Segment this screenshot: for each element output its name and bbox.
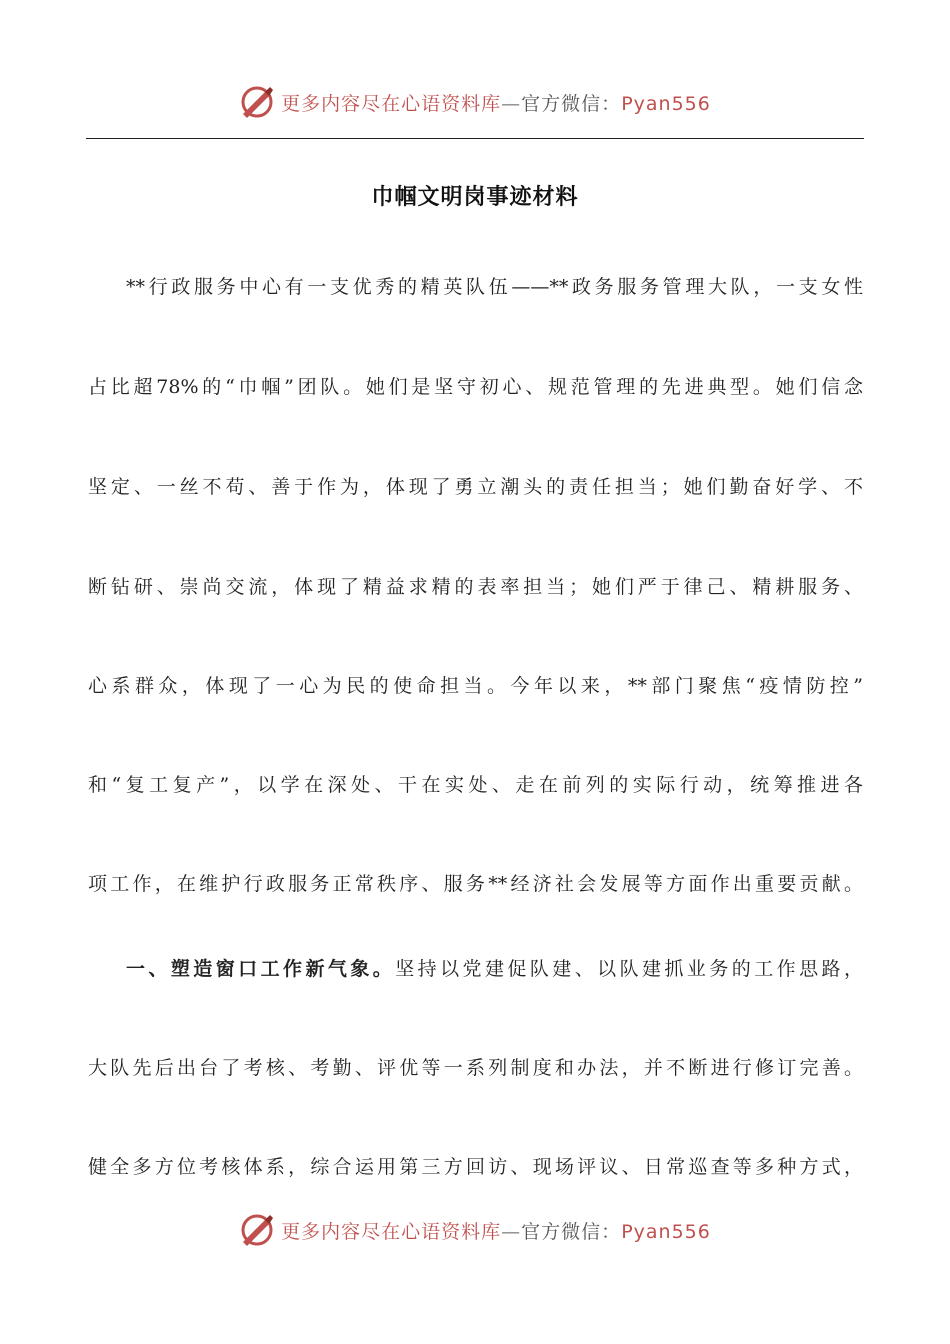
banner-wechat-id: Pyan556 xyxy=(621,1220,711,1243)
body-line: 大队先后出台了考核、考勤、评优等一系列制度和办法，并不断进行修订完善。 xyxy=(88,1057,863,1079)
body-line: **行政服务中心有一支优秀的精英队伍——**政务服务管理大队，一支女性 xyxy=(126,276,863,298)
pen-logo-icon xyxy=(239,1212,275,1248)
body-line: 坚定、一丝不苟、善于作为，体现了勇立潮头的责任担当；她们勤奋好学、不 xyxy=(88,476,863,498)
banner-text xyxy=(281,89,711,116)
body-line: 和“复工复产”，以学在深处、干在实处、走在前列的实际行动，统筹推进各 xyxy=(88,774,863,796)
document-title: 巾帼文明岗事迹材料 xyxy=(371,185,579,210)
body-line: 断钻研、崇尚交流，体现了精益求精的表率担当；她们严于律己、精耕服务、 xyxy=(88,576,863,598)
body-line: 心系群众，体现了一心为民的使命担当。今年以来，**部门聚焦“疫情防控” xyxy=(88,675,863,697)
section-first-line xyxy=(126,954,863,984)
banner-separator: — xyxy=(501,1220,522,1243)
banner-brand: 更多内容尽在心语资料库 xyxy=(281,92,502,115)
banner-wechat-id: Pyan556 xyxy=(621,92,711,115)
footer-banner xyxy=(0,1208,950,1252)
banner-text xyxy=(281,1217,711,1244)
body-line: 项工作，在维护行政服务正常秩序、服务**经济社会发展等方面作出重要贡献。 xyxy=(88,873,863,895)
banner-brand: 更多内容尽在心语资料库 xyxy=(281,1220,502,1243)
section-heading: 一、塑造窗口工作新气象。 xyxy=(126,958,396,980)
banner-wechat-label: 官方微信： xyxy=(521,1220,622,1243)
banner-separator: — xyxy=(501,92,522,115)
header-banner xyxy=(0,80,950,124)
banner-wechat-label: 官方微信： xyxy=(521,92,622,115)
section-first-line-text: 坚持以党建促队建、以队建抓业务的工作思路， xyxy=(395,958,863,980)
header-divider xyxy=(86,138,864,139)
pen-logo-icon xyxy=(239,84,275,120)
body-line: 健全多方位考核体系，综合运用第三方回访、现场评议、日常巡查等多种方式， xyxy=(88,1156,863,1178)
body-line: 占比超78%的“巾帼”团队。她们是坚守初心、规范管理的先进典型。她们信念 xyxy=(88,376,863,398)
